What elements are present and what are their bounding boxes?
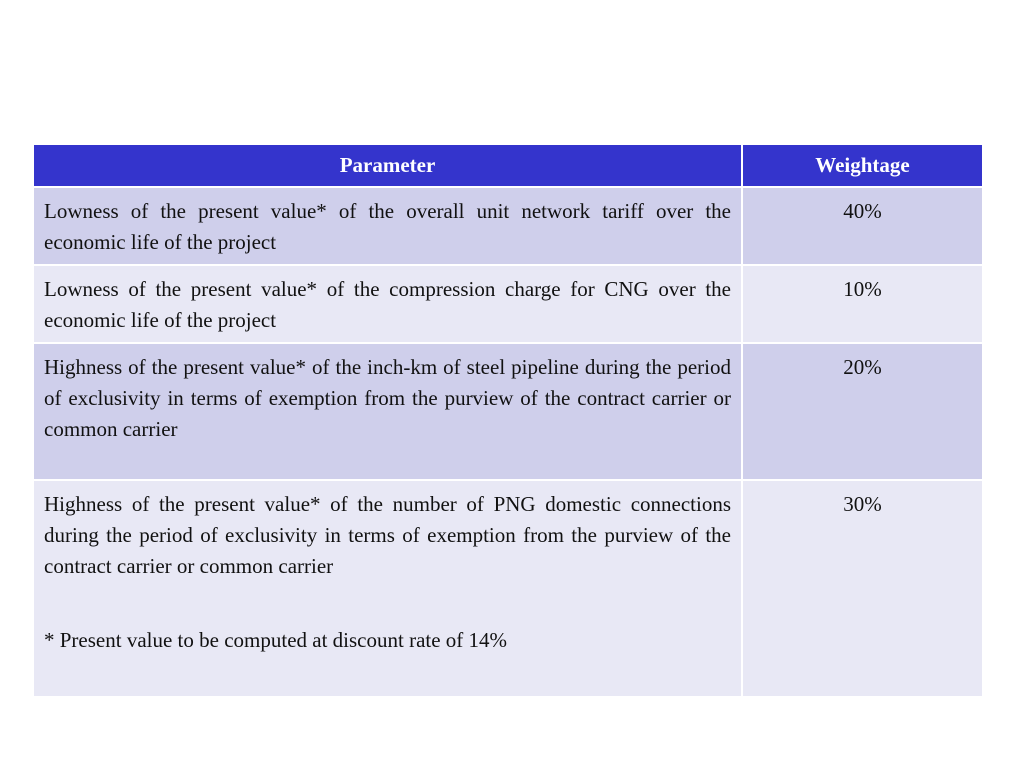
header-weightage: Weightage <box>742 145 982 187</box>
parameter-cell: Lowness of the present value* of the compression charge for CNG over the economic life of the project <box>34 265 742 343</box>
table-row <box>34 265 982 343</box>
parameter-cell <box>34 480 742 697</box>
footnote: * Present value to be computed at discount rate of 14% <box>44 628 508 652</box>
table-row <box>34 343 982 480</box>
weightage-cell: 40% <box>742 187 982 265</box>
table-row <box>34 187 982 265</box>
parameter-cell: Lowness of the present value* of the overall unit network tariff over the economic life of the project <box>34 187 742 265</box>
parameter-cell: Highness of the present value* of the inch-km of steel pipeline during the period of exclusivity in terms of exemption from the purview of the contract carrier or common carrier <box>34 343 742 480</box>
table-header-row <box>34 145 982 187</box>
parameter-text: Highness of the present value* of the number of PNG domestic connections during the period of exclusivity in terms of exemption from the purview of the contract carrier or common carrier <box>44 492 731 578</box>
weightage-cell: 30% <box>742 480 982 697</box>
weightage-cell: 20% <box>742 343 982 480</box>
evaluation-criteria-table <box>34 145 982 698</box>
header-parameter: Parameter <box>34 145 742 187</box>
weightage-cell: 10% <box>742 265 982 343</box>
table-row <box>34 480 982 697</box>
